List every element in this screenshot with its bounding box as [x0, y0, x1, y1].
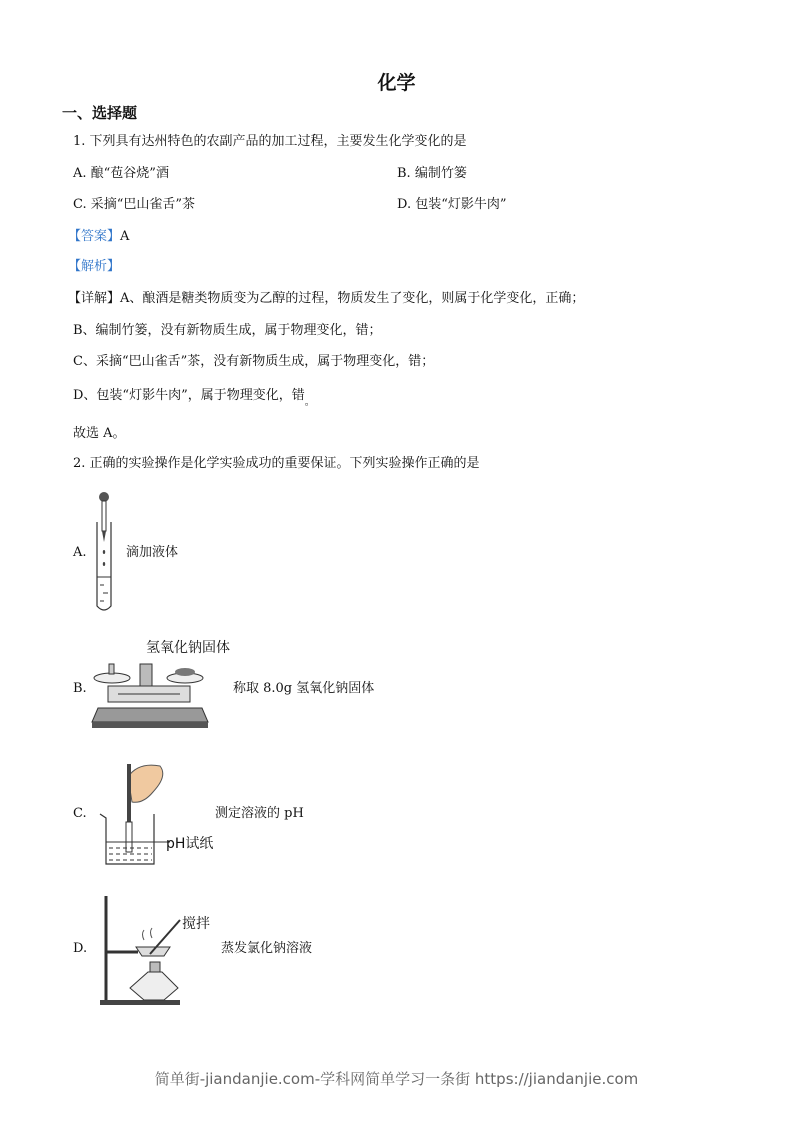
balance-scale-figure — [90, 656, 210, 736]
detail-text: D、包装“灯影牛肉”，属于物理变化，错 — [73, 388, 305, 403]
figure-label-ph-paper: pH试纸 — [166, 836, 214, 852]
answer-tag: 【答案】 — [68, 229, 121, 244]
figure-label-stir: 搅拌 — [182, 916, 210, 932]
q1-option-c: C. 采摘“巴山雀舌”茶 — [73, 197, 196, 212]
answer-value: A — [120, 229, 130, 244]
q2-option-b-letter: B. — [73, 681, 87, 696]
q1-option-d: D. 包装“灯影牛肉” — [397, 197, 507, 212]
detail-line-c: C、采摘“巴山雀舌”茶，没有新物质生成，属于物理变化，错； — [73, 354, 435, 369]
page-footer: 简单街-jiandanjie.com-学科网简单学习一条街 https://jiandanjie.com — [154, 1070, 639, 1088]
q1-conclusion: 故选 A。 — [73, 426, 126, 441]
ph-test-beaker-figure — [98, 752, 170, 868]
q2-option-d-letter: D. — [73, 941, 88, 956]
q2-option-d-text: 蒸发氯化钠溶液 — [221, 941, 313, 956]
detail-line-d — [73, 388, 315, 408]
evaporation-setup-figure — [98, 890, 188, 1008]
detail-line-b: B、编制竹篓，没有新物质生成，属于物理变化，错； — [73, 323, 382, 338]
section-heading: 一、选择题 — [62, 104, 138, 122]
analysis-tag: 【解析】 — [68, 259, 121, 274]
q2-option-b-text: 称取 8.0g 氢氧化钠固体 — [233, 681, 375, 696]
detail-line-a — [68, 291, 584, 307]
dropper-test-tube-figure — [92, 490, 122, 615]
detail-period: 。 — [304, 397, 315, 408]
q1-option-a: A. 酿“苞谷烧”酒 — [73, 166, 169, 181]
page-title: 化学 — [377, 72, 416, 94]
q2-option-c-letter: C. — [73, 806, 87, 821]
q2-stem: 2. 正确的实验操作是化学实验成功的重要保证。下列实验操作正确的是 — [73, 456, 480, 471]
q2-option-a-letter: A. — [73, 545, 87, 560]
q2-option-c-text: 测定溶液的 pH — [215, 806, 304, 821]
q1-stem: 1. 下列具有达州特色的农副产品的加工过程，主要发生化学变化的是 — [73, 134, 467, 149]
q1-option-b: B. 编制竹篓 — [397, 166, 467, 181]
figure-label-naoh: 氢氧化钠固体 — [146, 640, 230, 656]
q1-answer — [68, 229, 129, 245]
q2-option-a-text: 滴加液体 — [126, 545, 179, 560]
detail-text: A、酿酒是糖类物质变为乙醇的过程，物质发生了变化，则属于化学变化，正确； — [120, 291, 585, 306]
detail-tag: 【详解】 — [68, 291, 121, 306]
